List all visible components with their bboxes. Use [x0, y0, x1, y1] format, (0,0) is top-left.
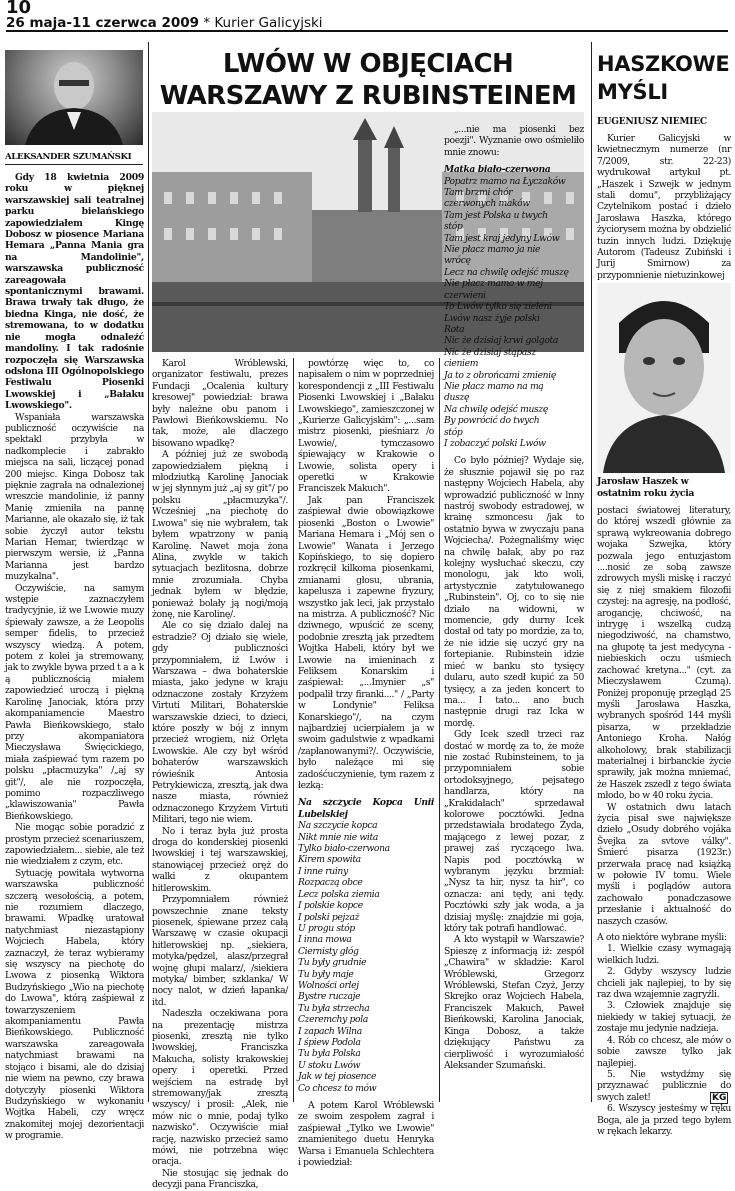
- paragraph: Oczywiście, na samym wstępie zaznaczyłem tradycyjnie, iż we Lwowie muzy śpiewały zawsze, a że Leopolis semper fidelis, to przecież wszyscy wiedzą. A potem, potem z kolei ja stremowany, jak to zwykle bywa przed t a a k ą publicznością miałem zapowiedzieć uroczą i piękną Karolinę Janociak, która przy akompaniamencie Maestro Pawła Bieńkowskiego, stało przy akompaniatora Mieczysława Święcickiego, miała zaśpiewać tym razem po polsku „płacmuzyka" /„aj sy git"/, ale nie rozpoczęła, pomimo rozpaczliwego „klawiszowania" Pawła Bieńkowskiego.: [5, 582, 144, 822]
- paragraph: A później już ze swobodą zapowiedziałem piękną i młodziutką Karolinę Janociak w jej słynnym już „aj sy git"/ po polsku „płacmuzyka"/. Wcześniej „na piechotę do Lwowa" się nie wybrałem, tak byłem wpatrzony w panią Karolinę. Nawet moja żona Alina, zwykle w takich sytuacjach bezlitosna, dobrze mnie zrozumiała. Chyba jednak byłem w błędzie, ponieważ bolały ją nogi/moją żonę, nie Karolinę/.: [152, 449, 288, 620]
- poem-text: Popatrz mamo na Łyczaków Tam brzmi chór czerwonych maków Tam jest Polska u twych stóp Tam jest kraj jedyny Lwów Nie płacz mamo ja nie wrócę Lecz na chwilę odejść muszę Nie płacz mamo w mej czerwieni To Lwów tylko się zieleni Lwów nasz żyje polski Rota Nic że dzisiaj krwi golgota Nic że dzisiaj stąpasz cieniem Ja to z obrońcami zmienię Nie płacz mamo na mą duszę Na chwilę odejść muszę By powrócić do twych stóp I zobaczyć polski Lwów: [444, 175, 569, 449]
- paragraph: Nadeszła oczekiwana pora na prezentację mistrza piosenki, zresztą nie tylko lwowskiej, Franciszka Makucha, solisty krakowskiej opery i operetki. Przed wejściem na estradę był stremowany/jak zresztą wszyscy/ i prosił: „Alek, nie mów nic o mnie, podaj tylko nazwisko". Oczywiście miał rację, nazwisko przecież samo mówi, nie potrzebna więc oracja.: [152, 1008, 288, 1168]
- sidebar-author: EUGENIUSZ NIEMIEC: [597, 117, 707, 127]
- article-column-3: [298, 358, 434, 1169]
- thought-item: 5. Nie wstydźmy się przyznawać publicznie do swych zalet!: [597, 1068, 731, 1103]
- paragraph: „...nie ma piosenki bez poezji". Wyznanie owo ośmieliło mnie znowu:: [444, 124, 584, 158]
- poem-title: Na szczycie Kopca Unii Lubelskiej: [298, 797, 434, 820]
- thought-item: 4. Rób co chcesz, ale mów o sobie zawsze tylko jak najlepiej.: [597, 1034, 731, 1069]
- paragraph: Co było później? Wydaje się, że słusznie pojawił się po raz następny Wojciech Habela, aby wprowadzić publiczność w lnny nastrój swobody estradowej, w krainę szmoncesu /jak to ostatnio bywa w zwyczaju pana Wojciecha/. Pożegnaliśmy więc na chwilę bałak, aby po raz kolejny wysłuchać skeczu, czy monologu, jak kto woli, artystycznie zatytułowanego „Rubinstein". Oj, co to się nie działo na widowni, w momencie, gdy durny Icek dostał od taty po mordzie, za to, że nie idzie się uczyć gry na fortepianie. Rubinstein idzie mieć w banku sto tysięcy dularu, auto szedł kupić za 50 tysięcy, a za jeden koncert to ma... I tato... ano buch następnie drugi raz Icka w mordę.: [444, 455, 584, 729]
- article-column-2: [152, 358, 288, 1191]
- article-column-4: [444, 124, 584, 1103]
- paragraph: Ale co się działo dalej na estradzie? Oj działo się wiele, gdy publiczności przypomniałem, iż Lwów i Warszawa – dwa bohaterskie miasta, jako jedyne w kraju odznaczone zostały Krzyżem Virtuti Militari, Bohaterskie warszawskie dzieci, to dzieci, które poszły w bój z innym przecież wrogiem, niż Orlęta Lwowskie. Ale czy był wśród bohaterów warszawskich rówieśnik Antosia Petrykiewicza, zresztą, jak dwa nasze miasta, również odznaczonego Krzyżem Virtuti Militari, tego nie wiem.: [152, 620, 288, 826]
- thought-item: 6. Wszyscy jesteśmy w ręku Boga, ale ja przed tego byłem w rękach lekarzy.: [597, 1103, 731, 1137]
- paragraph: No i teraz była już prosta droga do konderskiej piosenki lwowskiej i tej warszawskiej, stanowiącej przecież oręż do walki z okupantem hitlerowskim.: [152, 825, 288, 894]
- article-author: ALEKSANDER SZUMAŃSKI: [5, 152, 132, 162]
- paragraph: Przypomniałem również powszechnie znane teksty piosenek, śpiewane przez całą Warszawę w czasie okupacji hitlerowskiej np. „siekiera, motyka/pędzel, alasz/przegrał wojnę głupi malarz/, /siekiera motyka/ bimber, szklanka/ W nocy nalot, w dzień łapanka/ itd.: [152, 894, 288, 1008]
- paragraph: postaci światowej literatury, do której wszedł głównie za sprawą wykreowania dobrego wojaka Szwejka, który pozwala jego entuzjastom ....nosić ze sobą zawsze zdrowych myśli miskę i raczyć się z niej smakiem filozofii czystej: na agresję, na podłość, arogancję, chciwość, na intrygę i wszelką cudzą niegodziwość, na chamstwo, na głupotę ta jest medycyna - niebieskich oczu uśmiech zachować kretyna..." (cyt. za Mieczysławem Czumą). Poniżej proponuję przegląd 25 myśli Jarosława Haszka, wybranych spośród 144 myśli pisarza, w przekładzie Antoniego Kroha. Nałóg alkoholowy, brak stabilizacji materialnej i birbanckie życie sprawiły, jak można mniemać, że Haszek zszedł z tego świata młodo, bo w 40 roku życia.: [597, 505, 731, 802]
- thought-item: 1. Wielkie czasy wymagają wielkich ludzi.: [597, 943, 731, 966]
- paragraph: Sytuację powitała wytworna warszawska publiczność szczerą wesołością, a potem, nie rozumiem dlaczego, brawami. Wpadkę uratował natychmiast niezastąpiony Wojciech Habela, który zaznaczył, że teraz wybieramy się wszyscy na piechotę do Lwowa z piosenką Wiktora Budzyńskiego „Wio na piechotę do Lwowa", którą zaśpiewał z towarzyszeniem akompaniamentu Pawła Bieńkowskiego. Publiczność warszawska zareagowała natychmiast brawami na stojąco i bisami, ale do dzisiaj nie wiem na pewno, czy brawa dotyczyły piosenki Wiktora Budzyńskiego w wykonaniu Wojtka Habeli, czy wręcz znakomitej mojej dezorientacji w programie.: [5, 867, 144, 1142]
- poem-title: Matka biało-czerwona: [444, 164, 551, 176]
- publisher-logo: KG: [712, 1093, 727, 1103]
- paragraph: Gdy Icek szedł trzeci raz dostać w mordę za to, że może nie zostać Rubinsteinem, to ja przypomniałem sobie ortodoksyjnego, pejsatego handlarza, który na „Krakidałach" sprzedawał kolorowe pocztówki. Jedna przedstawiała brodatego Żyda, mającego z lewej pozar, z prawej zaś ryczącego lwa. Napis pod pocztówką w wybranym języku brzmiał: „Nysz ta hir, nysz ta hir", co oznacza: ani tędy, ani tędy. Pocztówki szły jak woda, a ja dzisiaj myślę: znajdzie mi goja, który tak potrafi handlować.: [444, 729, 584, 935]
- article-title: LWÓW W OBJĘCIACH WARSZAWY Z RUBINSTEINEM: [159, 49, 577, 111]
- column-rule: [293, 358, 294, 1102]
- paragraph: powtórzę więc to, co napisałem o nim w poprzedniej korespondencji z „III Festiwalu Piosenki Lwowskiej i „Bałaku Lwowskiego", zamieszczonej w „Kurierze Galicyjskim": „...sam mistrz piosenki, pieśniarz /o Lwowie/, tymczasowo śpiewający w Krakowie o Lwowie, solista opery i operetki w Krakowie Franciszek Makuch".: [298, 358, 434, 495]
- paragraph: W ostatnich dwu latach życia pisał swe największe dzieło „Osudy dobrého vojáka Švejka za svtove války". Śmierć pisarza (1923r.) przerwała pracę nad książką w połowie IV tomu. Wiele myśli i poglądów autora zachowało ponadczasowe przesłanie i aktualność do naszych czasów.: [597, 801, 731, 927]
- haszek-portrait-photo: [597, 283, 731, 473]
- issue-date: [6, 15, 323, 31]
- column-rule: [591, 42, 592, 1102]
- paragraph: Karol Wróblewski, organizator festiwalu, prezes Fundacji „Ocalenia kultury kresowej" powiedział: brawa były należne obu panom i Pawłowi Bieńkowskiemu. No tak, może, ale dlaczego bisowano wpadkę?: [152, 358, 288, 449]
- page-number: 10: [6, 0, 32, 18]
- sidebar-intro: [597, 133, 731, 279]
- haszek-portrait-drawing: [597, 283, 731, 473]
- thought-item: 3. Człowiek znajduje się niekiedy w takiej sytuacji, że zostaje mu jedynie nadzieja.: [597, 1000, 731, 1035]
- sidebar-title: HASZKOWE MYŚLI: [597, 52, 730, 104]
- paragraph: Jak pan Franciszek zaśpiewał dwie obowiązkowe piosenki „Boston o Lwowie" Mariana Hemara i „Mój sen o Lwowie" Wanata i Jerzego Kopińskiego, to się dopiero rozkręcił kilkoma piosenkami, zmianami głosu, ubrania, kapelusza i zapewne fryzury, wszystko jak leci, jak przystało na mistrza. A publiczność? Nic dziwnego, wpuścić ze sceny, podobnie zresztą jak przedtem Wojtka Habeli, który był we Lwowie na imieninach z Feliksem Konarskim i zaśpiewał: „...Imynier „s" podpalił trzy firanki...." / „Party w Londynie" Feliksa Konarskiego"/, na czym najbardziej ucierpiałem ja w swoim gadulstwie z wpadkami /zapłanowanymi?/. Oczywiście, było należące mi się zadośćuczynienie, tym razem z łezką:: [298, 494, 434, 792]
- photo-caption: Jarosław Haszek w ostatnim roku życia: [597, 476, 695, 499]
- article-lead: Gdy 18 kwietnia 2009 roku w pięknej warszawskiej sali teatralnej parku bielańskiego zapowiedziałem Kingę Dobosz w piosence Mariana Hemara „Panna Mania gra na Mandolinie", warszawska publiczność zareagowała spontanicznymi brawami. Brawa trwały tak długo, że biedna Kinga, nie dość, że stremowana, to w dodatku nie mogła odnaleźć mandoliny. I tak radośnie rozpoczęła się Warszawska odsłona III Ogólnopolskiego Festiwalu Piosenki Lwowskiej i „Bałaku Lwowskiego".: [5, 172, 144, 412]
- page-header: [6, 0, 728, 32]
- author-portrait-drawing: [5, 50, 143, 145]
- paragraph: Nie stosując się jednak do decyzji pana Franciszka,: [152, 1167, 288, 1191]
- poem-text: Na szczycie kopca Nikt mnie nie wita Tylko biało-czerwona Kirem spowita I inne ruiny Rozpaczą obce Lecz polska ziemia I polskie kopce I polski pejzaż U progu stóp I inna mowa Ciernisty głóg Tu były grudnie Tu były maje Wolności orlej Bystre ruczaje Tu była strzecha Czeremchy pola I zapach Wilna I śpiew Podola Tu była Polska U stoku Lwów Jak w tej piosence Co chcesz to mów: [298, 820, 390, 1094]
- thought-item: 2. Gdyby wszyscy ludzie chcieli jak najlepiej, to by się raz dwa wzajemnie zagryźli.: [597, 966, 731, 1001]
- column-rule: [439, 358, 440, 1102]
- column-rule: [148, 42, 149, 1102]
- issue-date-text: 26 maja-11 czerwca 2009: [6, 15, 200, 31]
- article-column-1: [5, 172, 144, 1142]
- paragraph: A kto wystąpił w Warszawie? Spieszę z informacją iż: zespół „Chawira" w składzie: Karol Wróblewski, Grzegorz Wróblewski, Stefan Czyż, Jerzy Skrejko oraz Wojciech Habela, Franciszek Makuch, Paweł Bieńkowski, Karolina Janociak, Kinga Dobosz, a także dziękujący Państwu za cierpliwość i wyrozumiałość Aleksander Szumański.: [444, 934, 584, 1071]
- paragraph: Kurier Galicyjski w kwietnecznym numerze (nr 7/2009, str. 22-23) wydrukował artykuł pt. „Haszek i Szwejk w jednym stali domu", przybliżający Czytelnikom postać i dzieło Jarosława Haszka, którego życiorysem można by obdzielić tuzin innych ludzi. Dziękuję Autorom (Tadeusz Zubiński i Jurij Smirnow) za przypomnienie nietuzinkowej: [597, 133, 731, 281]
- paragraph: A potem Karol Wróblewski ze swoim zespołem zagrał i zaśpiewał „Tylko we Lwowie" znamienitego duetu Henryka Warsa i Emanuela Schlechtera i powiedział:: [298, 1100, 434, 1169]
- paragraph: Wspaniała warszawska publiczność oczywiście na spektakl przybyła w nadkomplecie i zabrakło miejsca na sali, liczącej ponad 200 miejsc. Kinga Dobosz tak pięknie zagrała na odnalezionej wreszcie mandolinie, iż panny Manię zmieniła na pannę Marianne, ale okazało się, iż tak sobie życzył autor tekstu Marian Hemar, twierdząc w pierwszym wersie, iż „Panna Marianna jest bardzo muzykalna".: [5, 411, 144, 583]
- author-portrait-photo: [5, 50, 143, 145]
- byline-divider: [5, 164, 143, 165]
- paragraph: Nie mogąc sobie poradzić z prostym przecież scenariuszem, zapowiedziałem... siebie, ale też nie wiedziałem z czym, etc.: [5, 822, 144, 868]
- publication-name: Kurier Galicyjski: [214, 15, 323, 31]
- thoughts-intro: A oto niektóre wybrane myśli:: [597, 932, 727, 944]
- sidebar-body: [597, 505, 731, 1137]
- header-separator: *: [199, 15, 215, 31]
